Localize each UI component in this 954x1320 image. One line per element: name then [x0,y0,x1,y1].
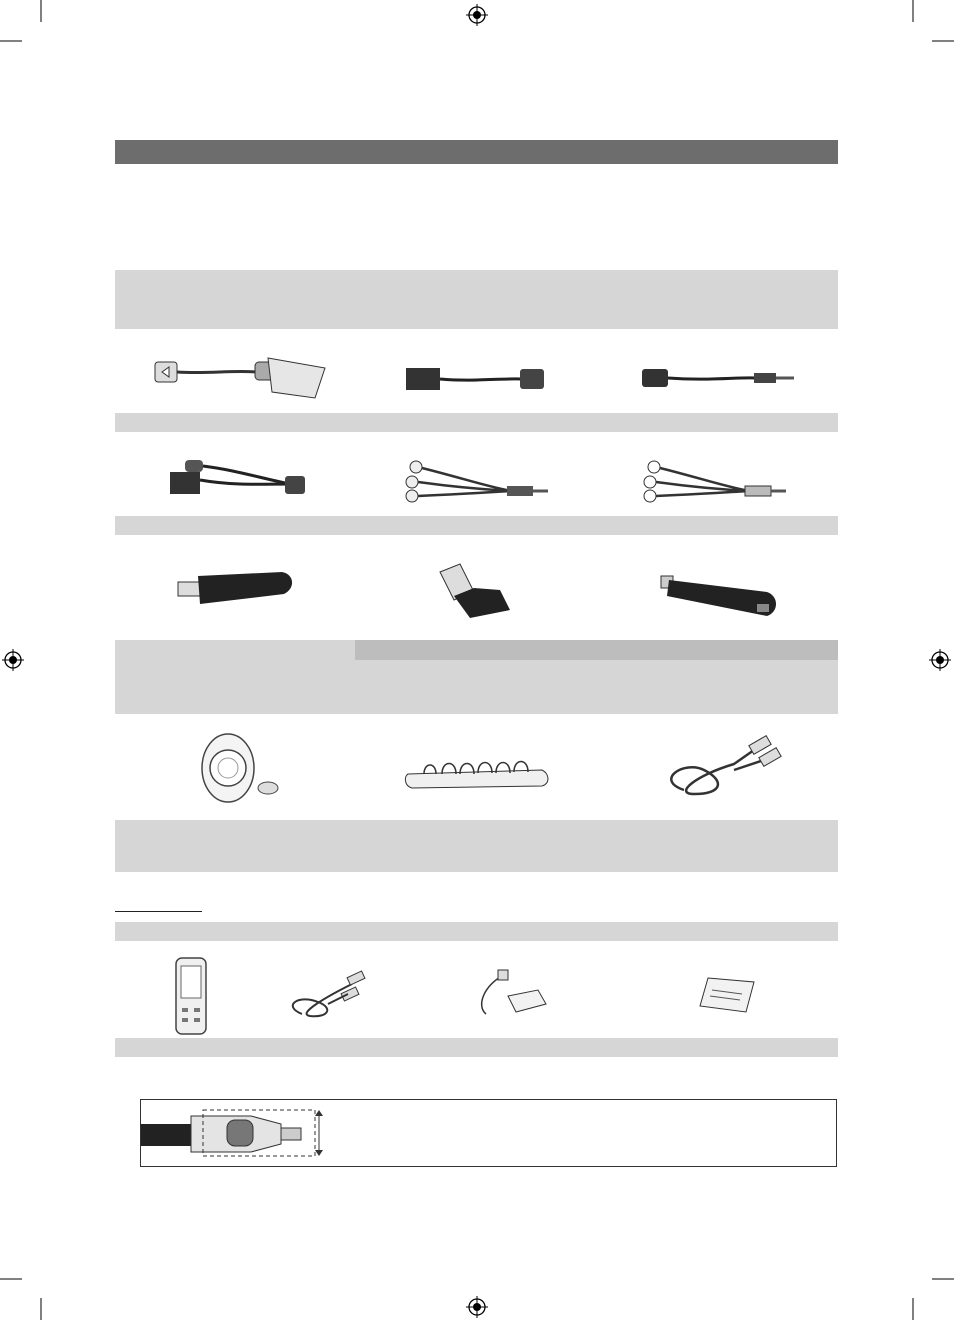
accessory-label-bar-3 [115,922,838,941]
sub-heading-underline [115,911,202,912]
hdmi-cable-diagram-icon [141,1104,331,1162]
ir-blaster-remote-icon [196,732,282,808]
data-cable-icon [288,966,372,1022]
registration-mark-bottom-icon [466,1296,488,1318]
composite-adapter-icon [402,458,552,503]
accessory-label-bar-4 [115,1038,838,1057]
touch-remote-icon [172,956,212,1036]
rca-adapter-icon [640,458,790,503]
accessory-info-block [115,820,838,872]
usb-wireless-dongle-icon [172,566,302,608]
section-header-bar [115,140,838,164]
battery-icon [696,974,758,1016]
usb-cable-icon [664,730,784,800]
wifi-stick-icon [657,572,783,622]
component-adapter-icon [165,456,310,501]
accessory-label-bar-2 [115,516,838,535]
registration-mark-right-icon [929,649,951,671]
accessory-label-bar-1 [115,413,838,432]
usb-angle-adapter-icon [430,562,520,622]
av-adapter-icon [402,362,552,396]
scart-adapter-icon [150,352,330,402]
audio-adapter-icon [638,365,798,391]
registration-mark-left-icon [2,649,24,671]
registration-mark-top-icon [466,4,488,26]
power-adapter-icon [474,966,550,1020]
accessory-note-header [355,640,838,660]
accessory-list-block [115,270,838,329]
cable-holder-icon [402,752,552,792]
